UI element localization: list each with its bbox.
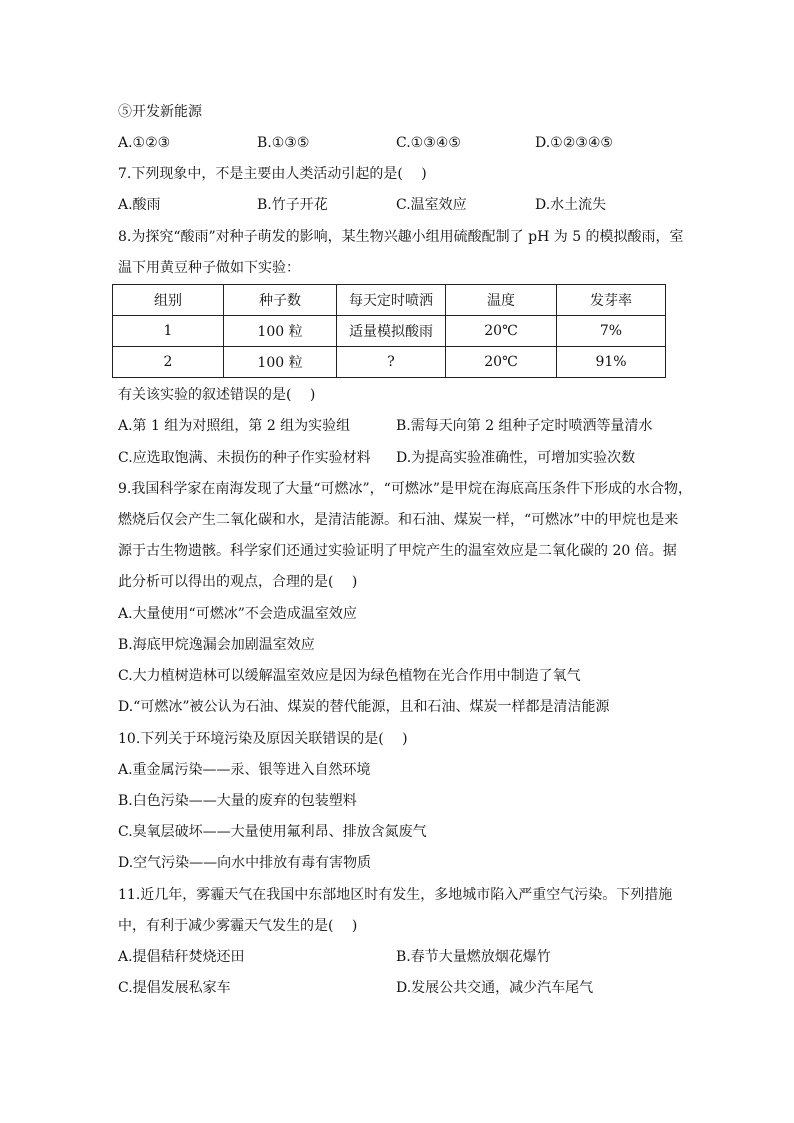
q7-option-d: D.水土流失	[535, 197, 607, 213]
q11-option-b: B.春节大量燃放烟花爆竹	[396, 949, 551, 965]
q8-option-c: C.应选取饱满、未损伤的种子作实验材料	[118, 450, 371, 466]
table-cell: 1	[113, 316, 224, 347]
q6-option-b: B.①③⑤	[257, 135, 310, 151]
q10-option-c: C.臭氧层破坏——大量使用氟利昂、排放含氮废气	[118, 824, 427, 840]
table-cell: 7%	[557, 316, 666, 347]
q11-option-a: A.提倡秸秆焚烧还田	[118, 949, 245, 965]
q10-option-d: D.空气污染——向水中排放有毒有害物质	[118, 855, 372, 871]
q9-option-b: B.海底甲烷逸漏会加剧温室效应	[118, 637, 315, 653]
table-header-cell: 温度	[446, 285, 557, 316]
table-header-row	[113, 285, 666, 316]
q6-option-c: C.①③④⑤	[396, 135, 461, 151]
q11-stem-line-1: 11.近几年，雾霾天气在我国中东部地区时有发生，多地城市陷入严重空气污染。下列措施	[118, 887, 673, 903]
q8-question: 有关该实验的叙述错误的是( )	[118, 387, 316, 403]
table-row	[113, 316, 666, 347]
q8-option-b: B.需每天向第 2 组种子定时喷洒等量清水	[396, 418, 653, 434]
q7-option-b: B.竹子开花	[257, 197, 328, 213]
q8-option-a: A.第 1 组为对照组，第 2 组为实验组	[118, 418, 351, 434]
q8-option-d: D.为提高实验准确性，可增加实验次数	[396, 450, 636, 466]
q11-stem-line-2: 中，有利于减少雾霾天气发生的是( )	[118, 918, 358, 934]
table-cell: 2	[113, 347, 224, 378]
table-cell: ?	[337, 347, 446, 378]
q10-option-a: A.重金属污染——汞、银等进入自然环境	[118, 762, 371, 778]
q11-option-d: D.发展公共交通，减少汽车尾气	[396, 980, 594, 996]
q9-option-c: C.大力植树造林可以缓解温室效应是因为绿色植物在光合作用中制造了氧气	[118, 668, 581, 684]
table-cell: 100 粒	[224, 347, 337, 378]
q7-option-c: C.温室效应	[396, 197, 467, 213]
q9-stem-line-3: 源于古生物遗骸。科学家们还通过实验证明了甲烷产生的温室效应是二氧化碳的 20 倍。据	[118, 543, 677, 559]
table-cell: 91%	[557, 347, 666, 378]
q8-stem-line-1: 8.为探究“酸雨”对种子萌发的影响，某生物兴趣小组用硫酸配制了 pH 为 5 的模拟酸雨，室	[118, 229, 684, 245]
q9-stem-line-4: 此分析可以得出的观点，合理的是( )	[118, 574, 358, 590]
q6-item-5: ⑤开发新能源	[118, 104, 202, 120]
q11-option-c: C.提倡发展私家车	[118, 980, 231, 996]
q10-stem: 10.下列关于环境污染及原因关联错误的是( )	[118, 731, 408, 747]
q7-stem: 7.下列现象中，不是主要由人类活动引起的是( )	[118, 166, 427, 182]
q9-stem-line-2: 燃烧后仅会产生二氧化碳和水，是清洁能源。和石油、煤炭一样，“可燃冰”中的甲烷也是来	[118, 512, 679, 528]
q9-stem-line-1: 9.我国科学家在南海发现了大量“可燃冰”，“可燃冰”是甲烷在海底高压条件下形成的水合物，	[118, 481, 692, 497]
table-header-cell: 种子数	[224, 285, 337, 316]
table-cell: 20℃	[446, 316, 557, 347]
table-cell: 100 粒	[224, 316, 337, 347]
table-cell: 20℃	[446, 347, 557, 378]
table-cell: 适量模拟酸雨	[337, 316, 446, 347]
q10-option-b: B.白色污染——大量的废弃的包装塑料	[118, 793, 357, 809]
table-row	[113, 347, 666, 378]
q9-option-a: A.大量使用“可燃冰”不会造成温室效应	[118, 606, 357, 622]
q6-option-d: D.①②③④⑤	[535, 135, 613, 151]
q7-option-a: A.酸雨	[118, 197, 161, 213]
table-header-cell: 每天定时喷洒	[337, 285, 446, 316]
q9-option-d: D.“可燃冰”被公认为石油、煤炭的替代能源，且和石油、煤炭一样都是清洁能源	[118, 699, 610, 715]
q6-option-a: A.①②③	[118, 135, 171, 151]
experiment-table	[112, 284, 666, 378]
q8-stem-line-2: 温下用黄豆种子做如下实验：	[118, 260, 300, 276]
table-header-cell: 发芽率	[557, 285, 666, 316]
table-header-cell: 组别	[113, 285, 224, 316]
